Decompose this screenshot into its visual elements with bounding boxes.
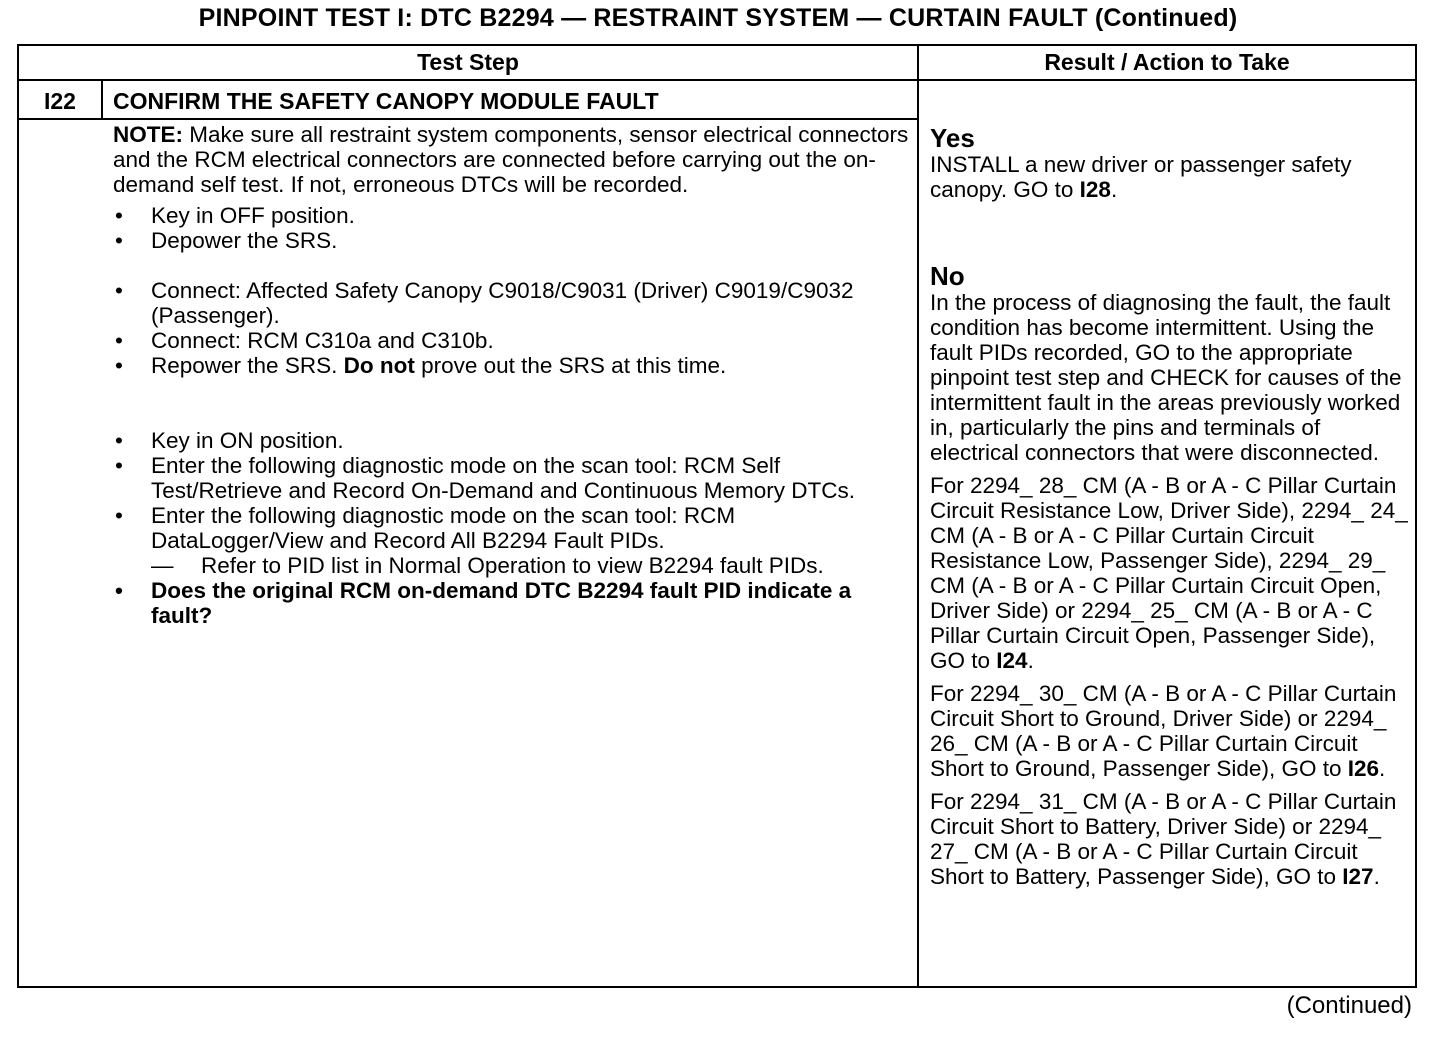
step-ref-i27: I27: [1342, 864, 1374, 889]
step-list-3: [113, 428, 913, 628]
page-title: PINPOINT TEST I: DTC B2294 — RESTRAINT SYSTEM — CURTAIN FAULT (Continued): [198, 4, 1238, 32]
step-number: I22: [44, 88, 76, 114]
column-divider: [917, 46, 919, 986]
fault-text-1: For 2294_ 28_ CM (A - B or A - C Pillar Curtain Circuit Resistance Low, Driver Side), 2294_ 24_ CM (A - B or A - C Pillar Curtain Circuit Resistance Low, Passenger Side), 2294_ 29_ CM (A - B or A - C Pillar Curtain Circuit Open, Driver Side) or 2294_ 25_ CM (A - B or A - C Pillar Curtain Circuit Open, Passenger Side), GO to: [930, 473, 1408, 673]
list-item: [113, 503, 913, 578]
sub-list-item: — Refer to PID list in Normal Operation to view B2294 fault PIDs.: [151, 553, 913, 578]
list-item: • Depower the SRS.: [113, 228, 913, 253]
test-step-header: Test Step: [417, 49, 519, 75]
fault-text-2: For 2294_ 30_ CM (A - B or A - C Pillar Curtain Circuit Short to Ground, Driver Side) or 2294_ 26_ CM (A - B or A - C Pillar Curtain Circuit Short to Ground, Passenger Side), GO to: [930, 681, 1397, 781]
fault-paragraph-2: [930, 681, 1414, 781]
period: .: [1110, 177, 1118, 202]
fault-text-3: For 2294_ 31_ CM (A - B or A - C Pillar Curtain Circuit Short to Battery, Driver Side) or 2294_ 27_ CM (A - B or A - C Pillar Curtain Circuit Short to Battery, Passenger Side), GO to: [930, 789, 1397, 889]
fault-paragraph-1: [930, 473, 1414, 673]
yes-action: INSTALL a new driver or passenger safety canopy. GO to: [930, 152, 1352, 202]
period: .: [1379, 756, 1386, 781]
step-list-2: [113, 278, 913, 378]
result-header: Result / Action to Take: [1044, 49, 1290, 75]
period: .: [1373, 864, 1380, 889]
step-number-divider: [101, 80, 103, 119]
list-item: • Key in OFF position.: [113, 203, 913, 228]
pinpoint-test-table: [17, 44, 1417, 988]
list-item: [113, 353, 913, 378]
no-text: In the process of diagnosing the fault, the fault condition has become intermittent. Using the fault PIDs recorded, GO to the appropriate pinpoint test step and CHECK for causes of the intermittent fault in the areas previously worked in, particularly the pins and terminals of electrical connectors that were disconnected.: [930, 290, 1402, 465]
note-text: Make sure all restraint system components, sensor electrical connectors and the RCM electrical connectors are connected before carrying out the on-demand self test. If not, erroneous DTCs will be recorded.: [113, 122, 909, 197]
step-ref-i24: I24: [996, 648, 1028, 673]
note-label: NOTE:: [113, 122, 183, 147]
period: .: [1027, 648, 1034, 673]
header-divider: [19, 79, 1415, 81]
list-item: • Connect: RCM C310a and C310b.: [113, 328, 913, 353]
result-content: [930, 122, 1414, 889]
list-item: • Enter the following diagnostic mode on the scan tool: RCM Self Test/Retrieve and Record On-Demand and Continuous Memory DTCs.: [113, 453, 913, 503]
yes-text: [930, 152, 1414, 202]
test-step-content: [113, 122, 913, 628]
fault-paragraph-3: [930, 789, 1414, 889]
yes-label: Yes: [930, 123, 975, 153]
repower-text-pre: Repower the SRS.: [151, 353, 344, 378]
note-paragraph: [113, 122, 913, 197]
datalogger-text: Enter the following diagnostic mode on the scan tool: RCM DataLogger/View and Record All B2294 Fault PIDs.: [151, 503, 736, 553]
step-list-1: [113, 203, 913, 253]
continued-label: (Continued): [1286, 992, 1412, 1019]
question-item: • Does the original RCM on-demand DTC B2294 fault PID indicate a fault?: [113, 578, 913, 628]
list-item: • Connect: Affected Safety Canopy C9018/C9031 (Driver) C9019/C9032 (Passenger).: [113, 278, 913, 328]
no-label: No: [930, 261, 965, 291]
step-ref-i26: I26: [1347, 756, 1379, 781]
do-not-emphasis: Do not: [343, 353, 415, 378]
list-item: • Key in ON position.: [113, 428, 913, 453]
repower-text-post: prove out the SRS at this time.: [414, 353, 727, 378]
yes-step-ref: I28: [1079, 177, 1111, 202]
sub-list: [151, 553, 913, 578]
step-title: CONFIRM THE SAFETY CANOPY MODULE FAULT: [113, 88, 659, 114]
